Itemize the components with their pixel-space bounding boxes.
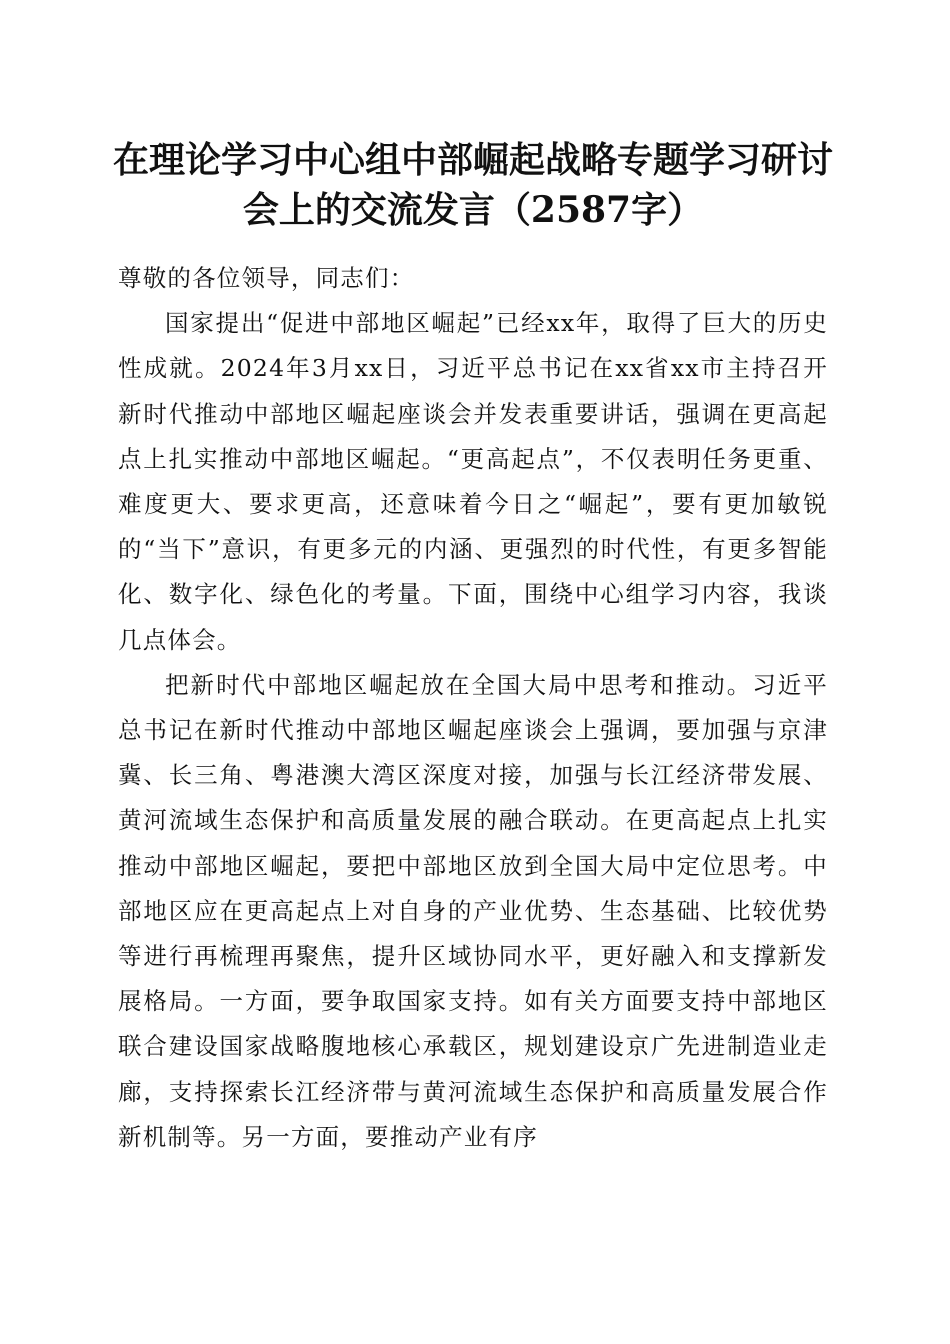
document-title: 在理论学习中心组中部崛起战略专题学习研讨会上的交流发言（2587字） (112, 139, 833, 231)
document-page (112, 0, 833, 1344)
paragraph-1: 国家提出“促进中部地区崛起”已经xx年，取得了巨大的历史性成就。2024年3月xx日，习近平总书记在xx省xx市主持召开新时代推动中部地区崛起座谈会并发表重要讲话，强调在更高起点上扎实推动中部地区崛起。“更高起点”，不仅表明任务更重、难度更大、要求更高，还意味着今日之“崛起”，要有更加敏锐的“当下”意识，有更多元的内涵、更强烈的时代性，有更多智能化、数字化、绿色化的考量。下面，围绕中心组学习内容，我谈几点体会。 (118, 309, 828, 654)
salutation: 尊敬的各位领导，同志们： (118, 264, 415, 292)
document-body (118, 256, 828, 1160)
paragraph-2: 把新时代中部地区崛起放在全国大局中思考和推动。习近平总书记在新时代推动中部地区崛起座谈会上强调，要加强与京津冀、长三角、粤港澳大湾区深度对接，加强与长江经济带发展、黄河流域生态保护和高质量发展的融合联动。在更高起点上扎实推动中部地区崛起，要把中部地区放到全国大局中定位思考。中部地区应在更高起点上对自身的产业优势、生态基础、比较优势等进行再梳理再聚焦，提升区域协同水平，更好融入和支撑新发展格局。一方面，要争取国家支持。如有关方面要支持中部地区联合建设国家战略腹地核心承载区，规划建设京广先进制造业走廊，支持探索长江经济带与黄河流域生态保护和高质量发展合作新机制等。另一方面，要推动产业有序 (118, 670, 828, 1151)
